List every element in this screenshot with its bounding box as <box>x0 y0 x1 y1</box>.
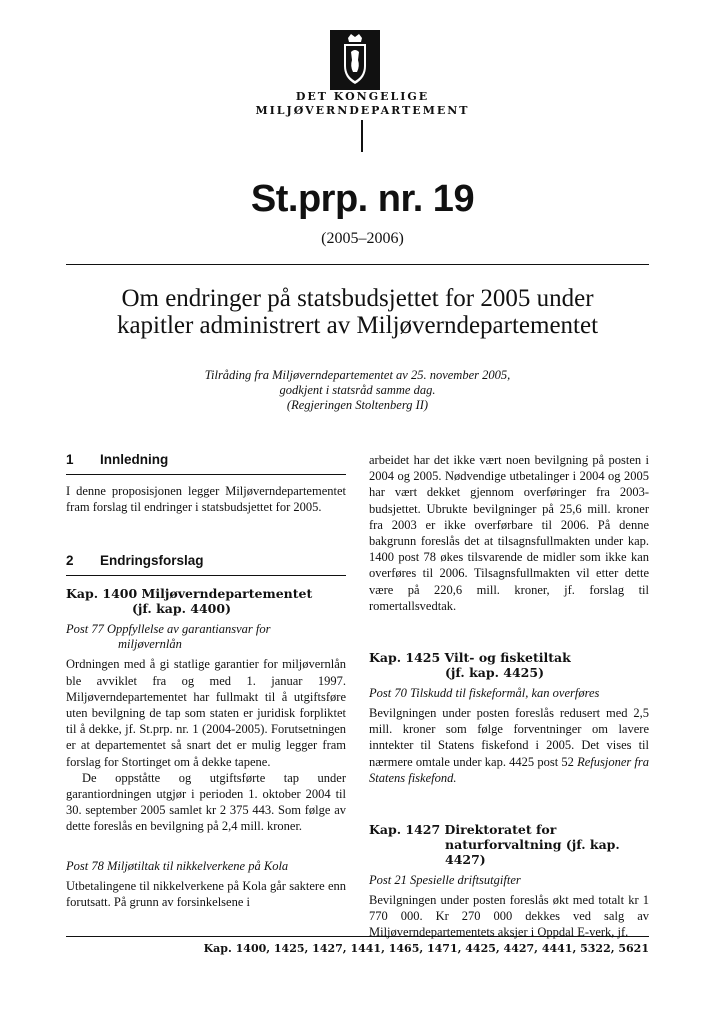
kap-heading-line: naturforvaltning (jf. kap. 4427) <box>445 837 620 868</box>
post-21-heading: Post 21 Spesielle driftsutgifter <box>369 873 521 888</box>
recommendation-line: godkjent i statsråd samme dag. <box>279 383 436 397</box>
post-21-paragraph: Bevilgningen under posten foreslås økt med totalt kr 1 770 000. Kr 270 000 dekkes ved salg av Miljøverndepartementets aksjer i Oppdal E-verk, jf. <box>369 893 649 940</box>
kap-1427-heading <box>369 822 649 867</box>
lion-crest-icon <box>330 30 380 90</box>
subtitle-line: Om endringer på statsbudsjettet for 2005 under <box>121 285 594 312</box>
session-years: (2005–2006) <box>321 230 404 247</box>
section-number: 1 <box>66 452 74 467</box>
left-column <box>66 452 346 910</box>
kap-1400-heading <box>66 586 346 616</box>
post-77-paragraph: Ordningen med å gi statlige garantier for miljøvernlån ble avviklet fra og med 1. januar 1997. Miljøverndepartementet har fullmakt til å utgiftsføre uten bevilgning de tap som staten er juridisk forpliktet til å dekke, jf. St.prp. nr. 1 (2004-2005). Forutsetningen er at departementet så snart det er mulig legger fram forslag for Stortinget om å dekke tapene. <box>66 657 346 769</box>
section-title: Endringsforslag <box>100 553 204 569</box>
section-rule <box>66 474 346 475</box>
post-77-heading <box>66 622 346 652</box>
section-title: Innledning <box>100 452 169 467</box>
recommendation-line: Tilråding fra Miljøverndepartementet av 25. november 2005, <box>204 368 511 382</box>
post-70-text: Bevilgningen under posten foreslås redusert med 2,5 mill. kroner som følge forventninger om lavere inntekter til Statens fiskefond i 2005. Det vises til nærmere omtale under kap. 4425 post 52 <box>369 706 649 769</box>
post-78-heading: Post 78 Miljøtiltak til nikkelverkene på Kola <box>66 858 289 873</box>
document-subtitle <box>66 285 649 339</box>
post-78-continued-paragraph: arbeidet har det ikke vært noen bevilgning på posten i 2004 og 2005. Nødvendige utbetalinger i 2004 og 2005 har vært dekket gjennom overføringer fra 2003-budsjettet. Ubrukte bevilgninger på 25,6 mill. kroner fra 2003 er ikke overførbare til 2006. På denne bakgrunn foreslås det at tilsagnsfullmakten under kap. 1400 post 78 økes tilsvarende de midler som ikke kan overføres til 2006. Tilsagnsfullmakten vil etter dette være på 220,6 mill. kroner, jf. forslag til romertallsvedtak. <box>369 453 649 613</box>
post-78-paragraph: Utbetalingene til nikkelverkene på Kola går saktere enn forutsatt. På grunn av forsinkelsene i <box>66 878 346 909</box>
kap-heading-line: Kap. 1425 Vilt- og fisketiltak <box>369 650 571 666</box>
ministry-name-line2: MILJØVERNDEPARTEMENT <box>255 104 470 117</box>
intro-paragraph: I denne proposisjonen legger Miljøverndepartementet fram forslag til endringer i statsbudsjettet for 2005. <box>66 484 346 515</box>
post-heading-line: miljøvernlån <box>118 637 182 652</box>
kap-1425-heading <box>369 650 649 680</box>
post-70-paragraph <box>369 705 649 786</box>
post-70-italic-ref: Refusjoner fra Statens fiskefond. <box>369 754 650 785</box>
ministry-name-line1: DET KONGELIGE <box>295 90 430 103</box>
coat-of-arms-logo <box>330 30 380 90</box>
section-rule <box>66 575 346 576</box>
section-number: 2 <box>66 553 74 569</box>
post-77-paragraph: De oppståtte og utgiftsførte tap under garantiordningen utgjør i perioden 1. oktober 2004 til 30. september 2005 samlet kr 2 375 443. Som følge av dette foreslås en bevilgning på 2,4 mill. kroner. <box>66 770 346 834</box>
right-column <box>369 452 649 941</box>
footer-rule <box>66 936 649 937</box>
footer-chapter-list: Kap. 1400, 1425, 1427, 1441, 1465, 1471, 4425, 4427, 4441, 5322, 5621 <box>203 942 649 955</box>
vertical-divider <box>361 120 363 152</box>
section-heading-innledning <box>66 452 346 472</box>
recommendation-line: (Regjeringen Stoltenberg II) <box>286 398 429 412</box>
post-70-heading: Post 70 Tilskudd til fiskeformål, kan overføres <box>369 686 600 701</box>
kap-heading-line: (jf. kap. 4400) <box>132 601 231 617</box>
recommendation-note <box>66 368 649 413</box>
kap-heading-line: (jf. kap. 4425) <box>445 665 544 681</box>
kap-heading-line: Kap. 1400 Miljøverndepartementet <box>66 586 313 602</box>
kap-heading-line: Kap. 1427 Direktoratet for <box>369 822 557 838</box>
subtitle-line: kapitler administrert av Miljøverndepartementet <box>116 312 599 339</box>
post-heading-line: Post 77 Oppfyllelse av garantiansvar for <box>66 622 271 637</box>
title-rule <box>66 264 649 265</box>
section-heading-endringsforslag <box>66 553 346 573</box>
document-title: St.prp. nr. 19 <box>250 178 475 220</box>
